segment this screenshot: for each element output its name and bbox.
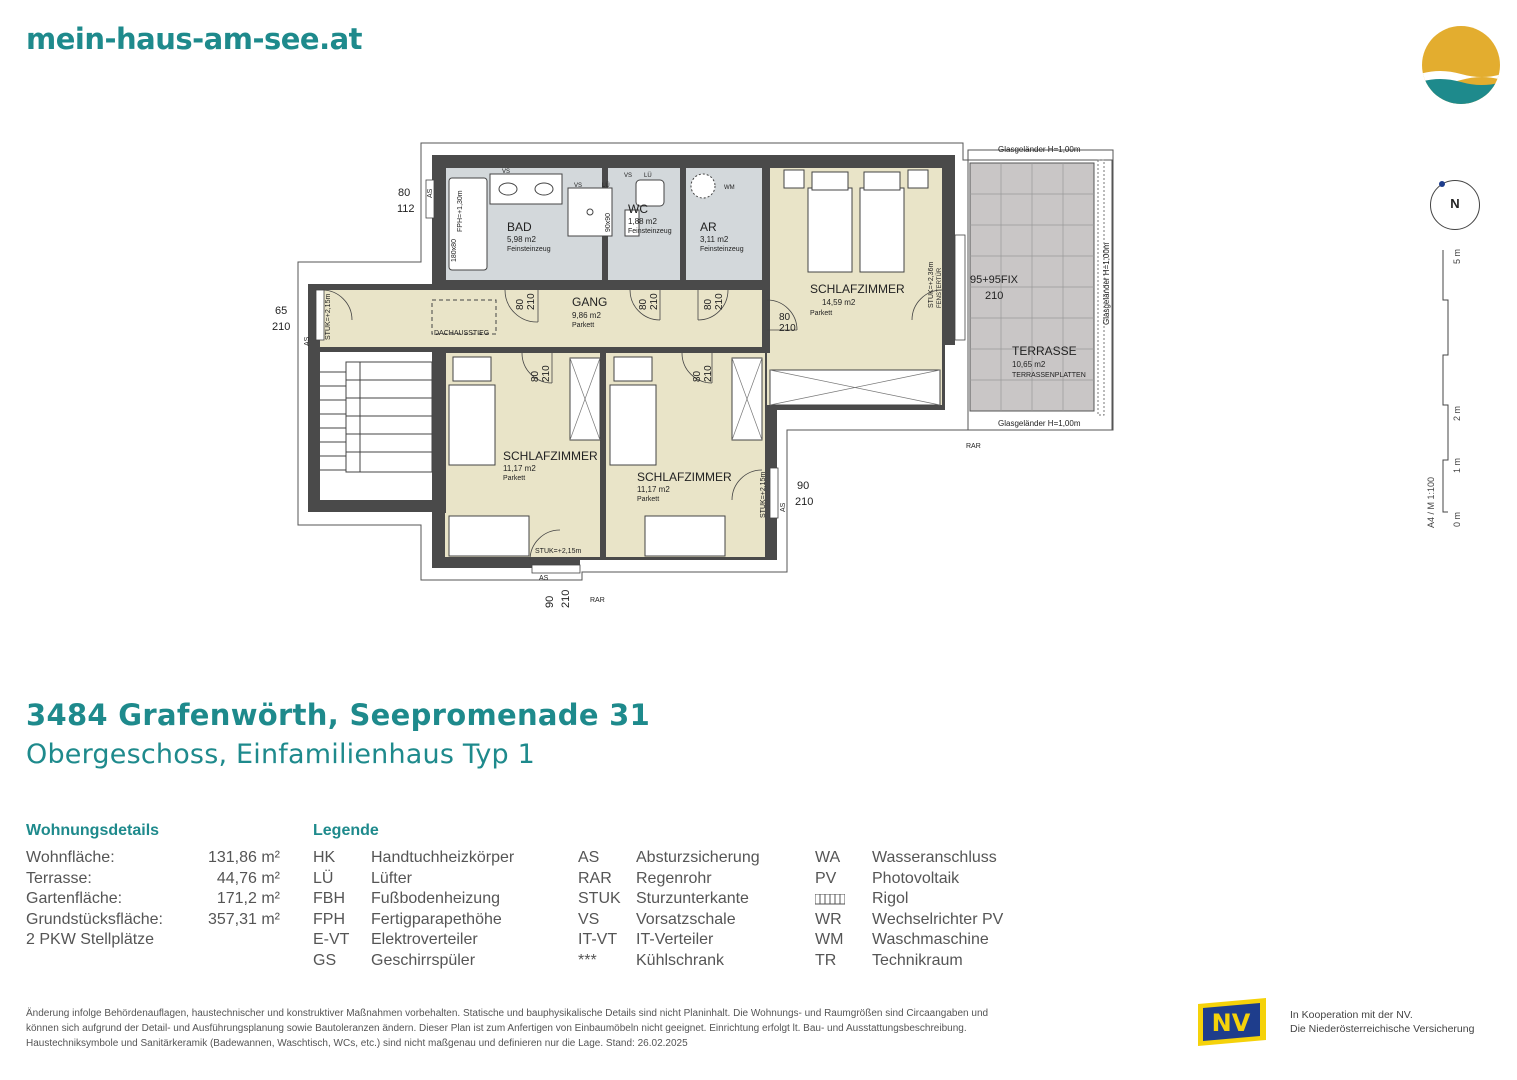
- svg-text:SCHLAFZIMMER: SCHLAFZIMMER: [637, 470, 732, 484]
- scale-bar: [1438, 250, 1468, 530]
- lake-sun-logo: [1420, 24, 1502, 106]
- svg-text:10,65 m2: 10,65 m2: [1012, 360, 1046, 369]
- detail-label: Terrasse:: [26, 869, 92, 887]
- scale-label-1m: 1 m: [1452, 457, 1462, 473]
- legend-abbr: E-VT: [313, 931, 350, 949]
- svg-text:AS: AS: [304, 336, 311, 346]
- legend-text: Vorsatzschale: [636, 910, 736, 928]
- legend-text: Sturzunterkante: [636, 890, 749, 908]
- nv-logo[interactable]: [1198, 998, 1266, 1046]
- svg-text:Feinsteinzeug: Feinsteinzeug: [700, 246, 744, 253]
- scale-label-0m: 0 m: [1452, 511, 1462, 527]
- svg-text:210: 210: [560, 589, 572, 608]
- legend-col1-abbr: [313, 848, 349, 972]
- legend-abbr: WA: [815, 849, 841, 866]
- svg-text:AS: AS: [539, 575, 549, 582]
- legend-abbr: HK: [313, 849, 336, 866]
- legend-abbr: AS: [578, 849, 600, 866]
- legend-text: Wasseranschluss: [872, 849, 997, 866]
- svg-text:DACHAUSSTIEG: DACHAUSSTIEG: [434, 330, 490, 337]
- svg-text:80: 80: [703, 298, 714, 310]
- svg-text:SCHLAFZIMMER: SCHLAFZIMMER: [810, 282, 905, 296]
- legend-text: Wechselrichter PV: [872, 910, 1004, 928]
- partner-text: [1290, 1008, 1474, 1036]
- svg-text:210: 210: [714, 293, 725, 310]
- svg-text:TERRASSENPLATTEN: TERRASSENPLATTEN: [1012, 372, 1086, 379]
- legend-abbr: RAR: [578, 869, 612, 887]
- svg-text:11,17 m2: 11,17 m2: [503, 464, 536, 473]
- detail-value: 44,76 m²: [216, 869, 280, 887]
- legend-col3-text: [872, 848, 1003, 972]
- svg-text:FENSTERTÜR: FENSTERTÜR: [937, 267, 943, 308]
- svg-text:95+95FIX: 95+95FIX: [970, 274, 1019, 286]
- legal-disclaimer: Änderung infolge Behördenauflagen, haustechnischer und konstruktiver Maßnahmen vorbehalten. Statische und bauphysikalische Details sind nicht Planinhalt. Die Wohnungs- und Raumgrößen sind Circaangaben und können sich aufgrund der Detail- und Ausführungsplanung sowie Bautoleranzen ändern. Dieser Plan ist zum Anfertigen von Einbaumöbeln nicht geeignet. Einrichtung erfolgt lt. Bau- und Ausstattungsbeschreibung. Haustechniksymbole und Sanitärkeramik (Badewannen, Waschtisch, WCs, etc.) sind nicht maßgenau und definieren nur die Lage. Stand: 26.02.2025: [26, 1008, 989, 1049]
- svg-text:3,11 m2: 3,11 m2: [700, 235, 729, 244]
- legend-abbr: TR: [815, 951, 837, 969]
- svg-text:RAR: RAR: [590, 597, 605, 604]
- svg-text:VS: VS: [574, 183, 583, 189]
- room-name-bad: BAD: [507, 220, 532, 234]
- legend-text: Waschmaschine: [872, 931, 989, 949]
- svg-text:WC: WC: [628, 202, 648, 216]
- svg-text:180x80: 180x80: [451, 239, 458, 262]
- svg-text:AR: AR: [700, 220, 717, 234]
- svg-text:210: 210: [649, 293, 660, 310]
- legend-abbr: WR: [815, 910, 842, 928]
- scale-paper-label: A4 / M 1:100: [1426, 476, 1436, 528]
- svg-text:210: 210: [779, 323, 796, 334]
- svg-text:80: 80: [515, 298, 526, 310]
- svg-text:LÜ: LÜ: [602, 183, 610, 189]
- svg-text:Parkett: Parkett: [637, 496, 660, 503]
- svg-text:STUK=+2,15m: STUK=+2,15m: [325, 293, 332, 340]
- svg-text:GANG: GANG: [572, 295, 608, 309]
- legend-text: IT-Verteiler: [636, 931, 714, 949]
- scale-label-5m: 5 m: [1452, 248, 1462, 264]
- legend-text: Elektroverteiler: [371, 931, 478, 949]
- svg-text:112: 112: [397, 203, 415, 215]
- floor-subtitle: Obergeschoss, Einfamilienhaus Typ 1: [26, 739, 536, 770]
- svg-text:80: 80: [638, 298, 649, 310]
- svg-text:STUK=+2,36m: STUK=+2,36m: [928, 261, 935, 308]
- svg-text:210: 210: [526, 293, 537, 310]
- partner-line2: Die Niederösterreichische Versicherung: [1290, 1023, 1475, 1035]
- legend-abbr: STUK: [578, 890, 621, 908]
- detail-label: Gartenfläche:: [26, 890, 123, 908]
- legend-text: Regenrohr: [636, 869, 712, 887]
- detail-value: 171,2 m²: [216, 890, 280, 908]
- svg-text:Feinsteinzeug: Feinsteinzeug: [628, 228, 672, 235]
- svg-text:9,86 m2: 9,86 m2: [572, 311, 601, 320]
- details-heading: Wohnungsdetails: [26, 822, 160, 839]
- legend-col3-abbr: [815, 848, 845, 972]
- svg-text:65: 65: [275, 305, 288, 317]
- svg-text:80: 80: [779, 312, 791, 323]
- legend-abbr: ***: [578, 951, 597, 969]
- svg-text:Glasgeländer H=1,00m: Glasgeländer H=1,00m: [998, 419, 1081, 428]
- svg-text:LÜ: LÜ: [644, 173, 652, 179]
- svg-text:TERRASSE: TERRASSE: [1012, 344, 1077, 358]
- floor-plan: [0, 0, 1180, 620]
- legend-text: Photovoltaik: [872, 869, 960, 887]
- details-labels: [26, 848, 163, 951]
- svg-text:210: 210: [541, 365, 552, 382]
- legend-heading: Legende: [313, 822, 379, 839]
- svg-text:14,59 m2: 14,59 m2: [822, 298, 856, 307]
- svg-text:AS: AS: [427, 188, 434, 198]
- svg-text:NV: NV: [1211, 1009, 1251, 1037]
- rigol-icon: [815, 889, 845, 910]
- legend-text: Technikraum: [872, 951, 963, 969]
- details-values: [160, 848, 280, 930]
- svg-text:Parkett: Parkett: [503, 475, 526, 482]
- legend-col1-text: [371, 848, 514, 972]
- legend-abbr: LÜ: [313, 869, 334, 887]
- legend-text: Fertigparapethöhe: [371, 910, 502, 928]
- partner-line1: In Kooperation mit der NV.: [1290, 1009, 1413, 1021]
- legend-col2-abbr: [578, 848, 621, 972]
- svg-text:210: 210: [985, 290, 1004, 302]
- detail-value: 357,31 m²: [207, 910, 280, 928]
- svg-text:WM: WM: [724, 185, 735, 191]
- svg-text:AS: AS: [780, 502, 787, 512]
- svg-text:90: 90: [544, 595, 556, 608]
- svg-text:80: 80: [692, 370, 703, 382]
- svg-text:SCHLAFZIMMER: SCHLAFZIMMER: [503, 449, 598, 463]
- svg-text:FPH=+1,30m: FPH=+1,30m: [457, 190, 464, 232]
- legend-abbr: GS: [313, 951, 337, 969]
- legend-text: Rigol: [872, 890, 909, 908]
- svg-text:90: 90: [797, 480, 810, 492]
- svg-text:90x90: 90x90: [605, 212, 612, 232]
- svg-text:210: 210: [795, 496, 814, 508]
- svg-text:Glasgeländer H=1,00m: Glasgeländer H=1,00m: [1102, 242, 1111, 325]
- legend-text: Kühlschrank: [636, 951, 725, 969]
- legend-text: Absturzsicherung: [636, 849, 760, 866]
- svg-text:Feinsteinzeug: Feinsteinzeug: [507, 246, 551, 253]
- legend-text: Fußbodenheizung: [371, 890, 500, 908]
- detail-label: 2 PKW Stellplätze: [26, 931, 155, 949]
- legend-abbr: FPH: [313, 910, 345, 928]
- legend-abbr: IT-VT: [578, 931, 618, 949]
- legend-abbr: VS: [578, 910, 600, 928]
- legend-text: Geschirrspüler: [371, 951, 476, 969]
- detail-value: 131,86 m²: [207, 849, 280, 866]
- scale-label-2m: 2 m: [1452, 405, 1462, 421]
- svg-text:5,98 m2: 5,98 m2: [507, 235, 536, 244]
- legend-abbr: FBH: [313, 890, 345, 908]
- property-address-title: 3484 Grafenwörth, Seepromenade 31: [26, 698, 651, 732]
- brand-wordmark[interactable]: mein-haus-am-see.at: [26, 22, 363, 56]
- legend-col2-text: [636, 848, 760, 972]
- svg-text:210: 210: [703, 365, 714, 382]
- legend-abbr: WM: [815, 931, 844, 949]
- svg-text:RAR: RAR: [966, 443, 981, 450]
- svg-text:Glasgeländer H=1,00m: Glasgeländer H=1,00m: [998, 145, 1081, 154]
- legend-abbr: PV: [815, 869, 837, 887]
- legend-text: Handtuchheizkörper: [371, 849, 515, 866]
- svg-text:Parkett: Parkett: [810, 310, 833, 317]
- detail-label: Grundstücksfläche:: [26, 910, 163, 928]
- svg-text:STUK=+2,15m: STUK=+2,15m: [535, 548, 582, 555]
- svg-text:Parkett: Parkett: [572, 322, 595, 329]
- svg-text:11,17 m2: 11,17 m2: [637, 485, 670, 494]
- svg-text:1,88 m2: 1,88 m2: [628, 217, 657, 226]
- svg-text:80: 80: [530, 370, 541, 382]
- north-dot-icon: [1436, 178, 1448, 190]
- detail-label: Wohnfläche:: [26, 849, 115, 866]
- svg-text:210: 210: [272, 321, 291, 333]
- svg-text:80: 80: [398, 187, 411, 199]
- north-label: N: [1450, 196, 1460, 211]
- svg-text:VS: VS: [624, 173, 633, 179]
- legend-text: Lüfter: [371, 869, 412, 887]
- svg-text:VS: VS: [502, 169, 511, 175]
- svg-text:STUK=+2,15m: STUK=+2,15m: [760, 471, 767, 518]
